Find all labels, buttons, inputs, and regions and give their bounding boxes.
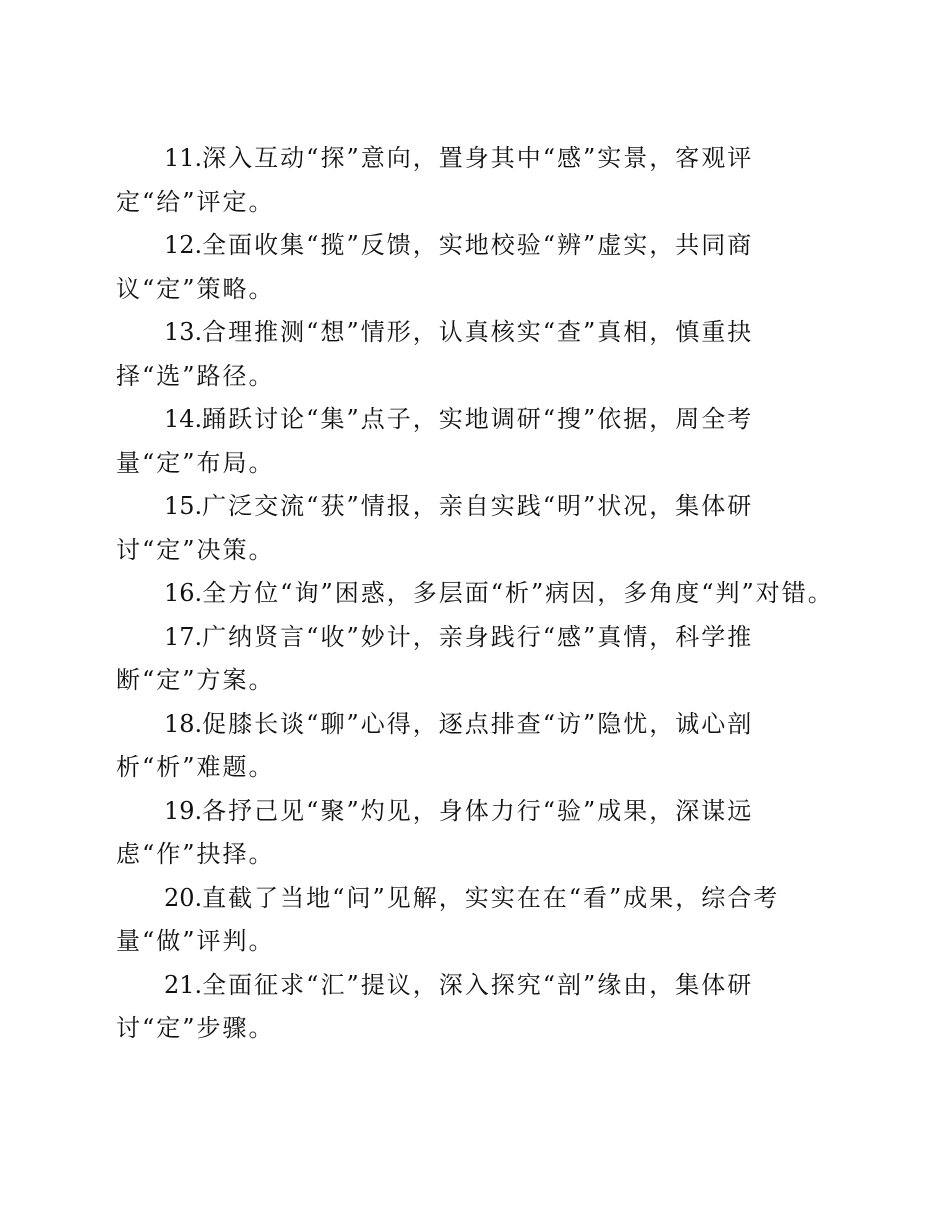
item-number: 17. bbox=[164, 622, 203, 651]
list-item bbox=[116, 137, 836, 224]
item-text: 广泛交流“获”情报，亲自实践“明”状况，集体研讨“定”决策。 bbox=[116, 492, 754, 564]
item-text: 直截了当地“问”见解，实实在在“看”成果，综合考量“做”评判。 bbox=[116, 883, 780, 955]
item-text: 促膝长谈“聊”心得，逐点排查“访”隐忧，诚心剖析“析”难题。 bbox=[116, 709, 754, 781]
item-text: 合理推测“想”情形，认真核实“查”真相，慎重抉择“选”路径。 bbox=[116, 318, 754, 390]
item-text: 全面收集“揽”反馈，实地校验“辨”虚实，共同商议“定”策略。 bbox=[116, 231, 754, 303]
list-item bbox=[116, 877, 836, 964]
item-number: 12. bbox=[164, 231, 203, 259]
item-number: 11. bbox=[164, 144, 203, 172]
item-number: 14. bbox=[164, 405, 203, 433]
list-item bbox=[116, 616, 836, 703]
item-text: 全面征求“汇”提议，深入探究“剖”缘由，集体研讨“定”步骤。 bbox=[116, 970, 754, 1042]
list-item bbox=[116, 485, 836, 572]
list-item bbox=[116, 311, 836, 398]
list-item bbox=[116, 572, 836, 616]
item-number: 21. bbox=[164, 970, 203, 999]
item-text: 各抒己见“聚”灼见，身体力行“验”成果，深谋远虑“作”抉择。 bbox=[116, 796, 754, 868]
list-item bbox=[116, 398, 836, 485]
list-item bbox=[116, 703, 836, 790]
item-text: 广纳贤言“收”妙计，亲身践行“感”真情，科学推断“定”方案。 bbox=[116, 622, 754, 694]
item-number: 19. bbox=[164, 796, 203, 825]
item-text: 踊跃讨论“集”点子，实地调研“搜”依据，周全考量“定”布局。 bbox=[116, 405, 754, 477]
numbered-list bbox=[116, 137, 836, 1051]
list-item bbox=[116, 964, 836, 1051]
item-number: 15. bbox=[164, 492, 203, 520]
item-text: 全方位“询”困惑，多层面“析”病因，多角度“判”对错。 bbox=[202, 579, 834, 607]
list-item bbox=[116, 790, 836, 877]
item-number: 16. bbox=[164, 579, 203, 607]
item-number: 18. bbox=[164, 709, 203, 738]
item-text: 深入互动“探”意向，置身其中“感”实景，客观评定“给”评定。 bbox=[116, 144, 754, 216]
item-number: 13. bbox=[164, 318, 203, 346]
list-item bbox=[116, 224, 836, 311]
item-number: 20. bbox=[164, 883, 203, 912]
